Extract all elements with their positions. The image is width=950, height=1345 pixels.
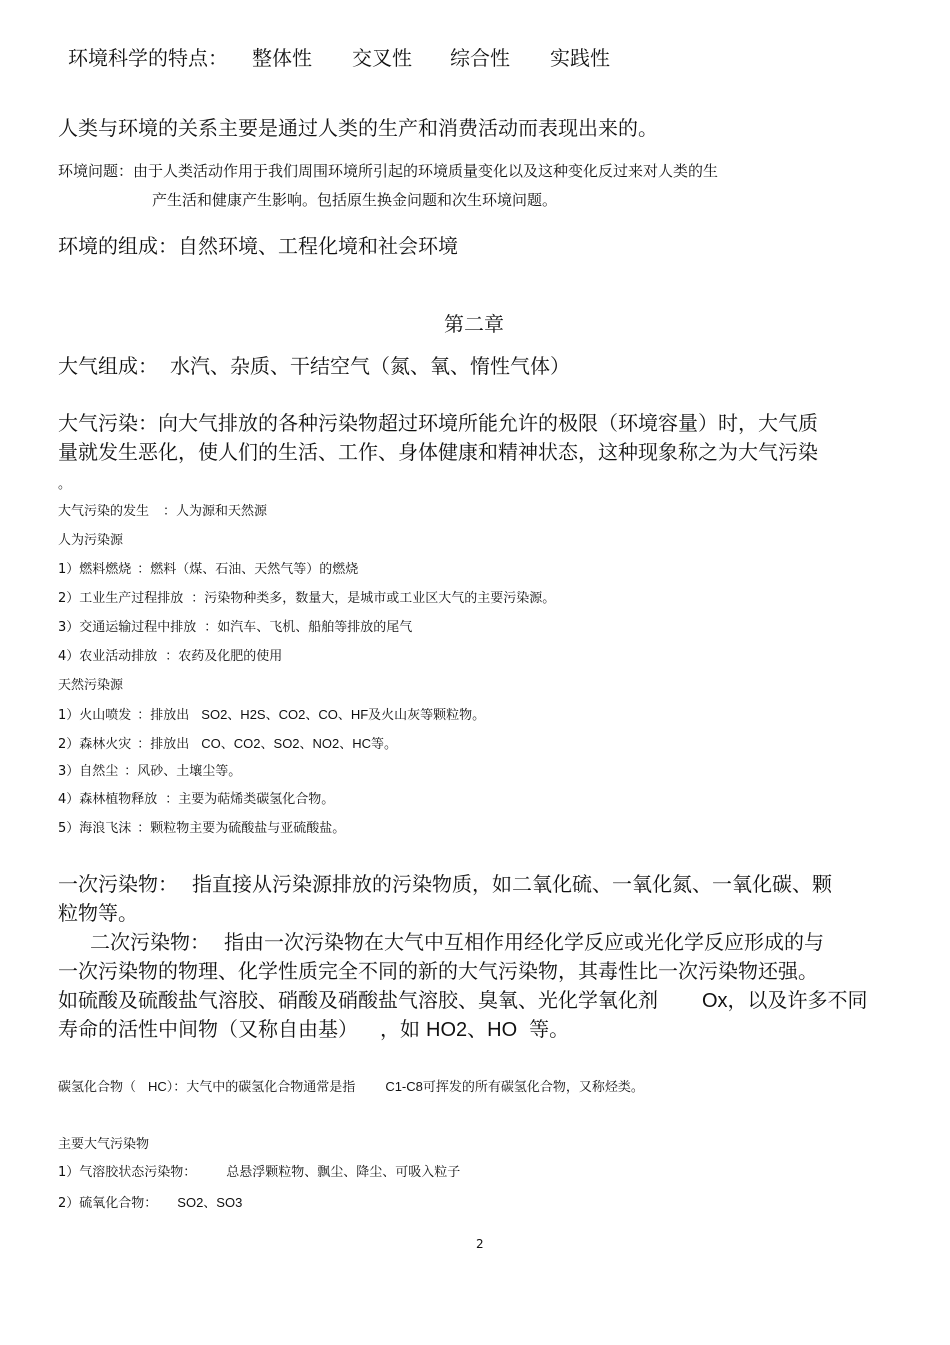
features-line [68, 48, 610, 68]
atmos-comp-text: 水汽、杂质、干结空气（氮、氧、惰性气体） [170, 354, 570, 378]
natural-source-item: 2）森林火灾 ：排放出 CO、CO2、SO2、NO2、HC等。 [58, 736, 398, 752]
primary-line-2: 粒物等。 [58, 901, 138, 925]
natural-sources-title: 天然污染源 [58, 678, 124, 693]
human-source-item: 3）交通运输过程中排放 ：如汽车、飞机、船舶等排放的尾气 [58, 620, 413, 635]
relation-text: 人类与环境的关系主要是通过人类的生产和消费活动而表现出来的。 [58, 116, 658, 140]
secondary-line-4: 寿命的活性中间物（又称自由基） ，如 HO2、HO 等。 [58, 1017, 570, 1041]
natural-source-item: 1）火山喷发 ：排放出 SO2、H2S、CO2、CO、HF及火山灰等颗粒物。 [58, 707, 486, 723]
human-source-item: 1）燃料燃烧 ：燃料（煤、石油、天然气等）的燃烧 [58, 562, 359, 577]
problem-line-2: 产生活和健康产生影响。包括原生换金问题和次生环境问题。 [152, 191, 558, 209]
page-number: 2 [476, 1237, 484, 1251]
occurrence-label: 大气污染的发生 [58, 504, 150, 519]
features-label: 环境科学的特点： [68, 46, 228, 70]
pollution-def-line-3: 。 [58, 477, 72, 492]
natural-source-item: 3）自然尘 ：风砂、土壤尘等。 [58, 764, 242, 779]
feature-item: 实践性 [550, 46, 610, 70]
pollution-def-line-2: 量就发生恶化，使人们的生活、工作、身体健康和精神状态，这种现象称之为大气污染 [58, 440, 818, 464]
atmos-comp-label: 大气组成： [58, 354, 158, 378]
human-sources-title: 人为污染源 [58, 533, 124, 548]
main-pollutant-item: 1）气溶胶状态污染物： 总悬浮颗粒物、飘尘、降尘、可吸入粒子 [58, 1165, 461, 1180]
composition-text: 环境的组成：自然环境、工程化境和社会环境 [58, 234, 458, 258]
hydrocarbon-line: 碳氢化合物（ HC）：大气中的碳氢化合物通常是指 C1-C8可挥发的所有碳氢化合物，又称烃类。 [58, 1079, 644, 1095]
secondary-line-1: 二次污染物： 指由一次污染物在大气中互相作用经化学反应或光化学反应形成的与 [90, 930, 824, 954]
pollution-def-line-1: 大气污染：向大气排放的各种污染物超过环境所能允许的极限（环境容量）时，大气质 [58, 411, 818, 435]
human-source-item: 4）农业活动排放 ：农药及化肥的使用 [58, 649, 283, 664]
secondary-label: 二次污染物： [90, 930, 210, 954]
feature-item: 交叉性 [352, 46, 412, 70]
natural-source-item: 5）海浪飞沫 ：颗粒物主要为硫酸盐与亚硫酸盐。 [58, 821, 346, 836]
chapter-title: 第二章 [444, 312, 504, 336]
feature-item: 综合性 [450, 46, 510, 70]
problem-line-1: 环境问题：由于人类活动作用于我们周围环境所引起的环境质量变化以及这种变化反过来对人类的生 [58, 162, 719, 180]
atmos-comp-line [58, 356, 570, 376]
natural-source-item: 4）森林植物释放 ：主要为萜烯类碳氢化合物。 [58, 792, 335, 807]
main-pollutant-item: 2）硫氧化合物： SO2、SO3 [58, 1195, 243, 1211]
occurrence-line [58, 505, 267, 518]
feature-item: 整体性 [252, 46, 312, 70]
occurrence-text: ：人为源和天然源 [163, 504, 268, 519]
main-pollutants-title: 主要大气污染物 [58, 1137, 150, 1152]
secondary-line-3: 如硫酸及硫酸盐气溶胶、硝酸及硝酸盐气溶胶、臭氧、光化学氧化剂 Ox，以及许多不同 [58, 988, 868, 1012]
secondary-line-2: 一次污染物的物理、化学性质完全不同的新的大气污染物，其毒性比一次污染物还强。 [58, 959, 818, 983]
primary-line-1: 一次污染物： 指直接从污染源排放的污染物质，如二氧化硫、一氧化氮、一氧化碳、颗 [58, 872, 832, 896]
human-source-item: 2）工业生产过程排放 ：污染物种类多，数量大，是城市或工业区大气的主要污染源。 [58, 591, 556, 606]
primary-label: 一次污染物： [58, 872, 178, 896]
